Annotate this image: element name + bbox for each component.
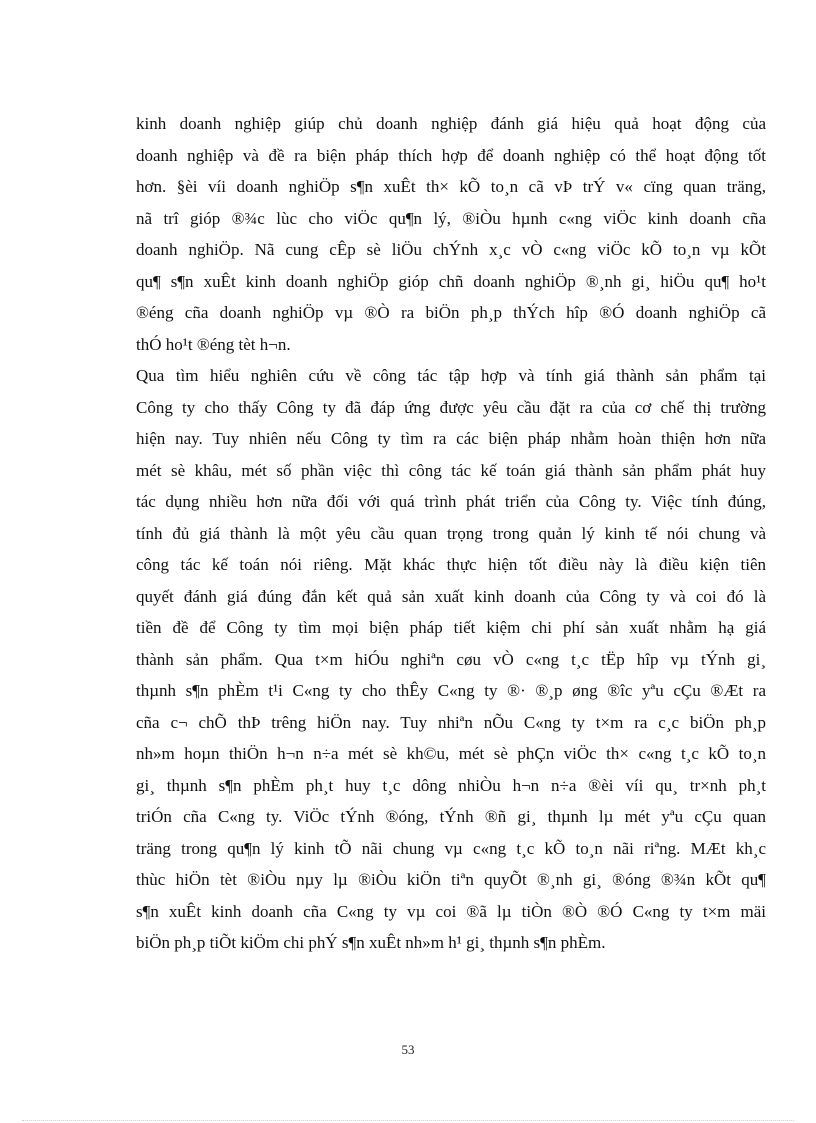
text-line: mét sè khâu, mét số phần việc thì công tác kế toán giá thành sản phẩm phát huy [136, 460, 766, 480]
text-line: doanh nghiÖp. Nã cung cÊp sè liÖu chÝnh x¸c vÒ c«ng viÖc kÕ to¸n vµ kÕt [136, 240, 766, 259]
text-line: triÓn cña C«ng ty. ViÖc tÝnh ®óng, tÝnh ®ñ gi¸ thµnh lµ mét yªu cÇu quan [136, 807, 766, 826]
text-line: thùc hiÖn tèt ®iÒu nµy lµ ®iÒu kiÖn tiªn quyÕt ®¸nh gi¸ ®óng ®¾n kÕt qu¶ [136, 870, 766, 889]
text-line: thµnh s¶n phÈm t¹i C«ng ty cho thÊy C«ng ty ®· ®¸p øng ®îc yªu cÇu ®Æt ra [136, 681, 766, 700]
text-line: nã trî gióp ®¾c lùc cho viÖc qu¶n lý, ®iÒu hµnh c«ng viÖc kinh doanh cña [136, 208, 766, 228]
text-line: tính đủ giá thành là một yêu cầu quan trọng trong quản lý kinh tế nói chung và [136, 523, 766, 543]
text-line: Công ty cho thấy Công ty đã đáp ứng được yêu cầu đặt ra của cơ chế thị trường [136, 397, 766, 417]
page-number: 53 [401, 1042, 415, 1057]
text-line: Qua tìm hiểu nghiên cứu về công tác tập hợp và tính giá thành sản phẩm tại [136, 366, 766, 385]
text-line: qu¶ s¶n xuÊt kinh doanh nghiÖp gióp chñ doanh nghiÖp ®¸nh gi¸ hiÖu qu¶ ho¹t [136, 271, 766, 291]
text-line: cña c¬ chÕ thÞ trêng hiÖn nay. Tuy nhiªn nÕu C«ng ty t×m ra c¸c biÖn ph¸p [136, 712, 766, 732]
text-line: träng trong qu¶n lý kinh tÕ nãi chung vµ c«ng t¸c kÕ to¸n nãi riªng. MÆt kh¸c [136, 838, 766, 858]
text-line: thành sản phẩm. Qua t×m hiÓu nghiªn cøu vÒ c«ng t¸c tËp hîp vµ tÝnh gi¸ [136, 649, 766, 669]
text-line: tiền đề để Công ty tìm mọi biện pháp tiết kiệm chi phí sản xuất nhằm hạ giá [136, 618, 766, 637]
body-text [136, 108, 766, 959]
text-line: hơn. §èi víi doanh nghiÖp s¶n xuÊt th× kÕ to¸n cã vÞ trÝ v« cïng quan träng, [136, 177, 766, 196]
text-line: doanh nghiệp và đề ra biện pháp thích hợp để doanh nghiệp có thể hoạt động tốt [136, 145, 766, 165]
text-line: nh»m hoµn thiÖn h¬n n÷a mét sè kh©u, mét sè phÇn viÖc th× c«ng t¸c kÕ to¸n [136, 744, 766, 763]
text-line: hiện nay. Tuy nhiên nếu Công ty tìm ra các biện pháp nhằm hoàn thiện hơn nữa [136, 429, 766, 448]
text-line: kinh doanh nghiệp giúp chủ doanh nghiệp đánh giá hiệu quả hoạt động của [136, 114, 766, 133]
text-line: s¶n xuÊt kinh doanh cña C«ng ty vµ coi ®ã lµ tiÒn ®Ò ®Ó C«ng ty t×m mäi [136, 901, 766, 921]
text-line: thÓ ho¹t ®éng tèt h¬n. [136, 334, 291, 354]
page-bottom-border [22, 1120, 794, 1121]
text-line: ®éng cña doanh nghiÖp vµ ®Ò ra biÖn ph¸p thÝch hîp ®Ó doanh nghiÖp cã [136, 303, 766, 322]
text-line: gi¸ thµnh s¶n phÈm ph¸t huy t¸c dông nhiÒu h¬n n÷a ®èi víi qu¸ tr×nh ph¸t [136, 775, 766, 795]
text-line: tác dụng nhiều hơn nữa đối với quá trình phát triển của Công ty. Việc tính đúng, [136, 492, 766, 511]
text-line: biÖn ph¸p tiÕt kiÖm chi phÝ s¶n xuÊt nh»m h¹ gi¸ thµnh s¶n phÈm. [136, 933, 606, 952]
text-line: công tác kế toán nói riêng. Mặt khác thực hiện tốt điều này là điều kiện tiên [136, 555, 766, 574]
text-line: quyết đánh giá đúng đắn kết quả sản xuất kinh doanh của Công ty và coi đó là [136, 586, 766, 606]
